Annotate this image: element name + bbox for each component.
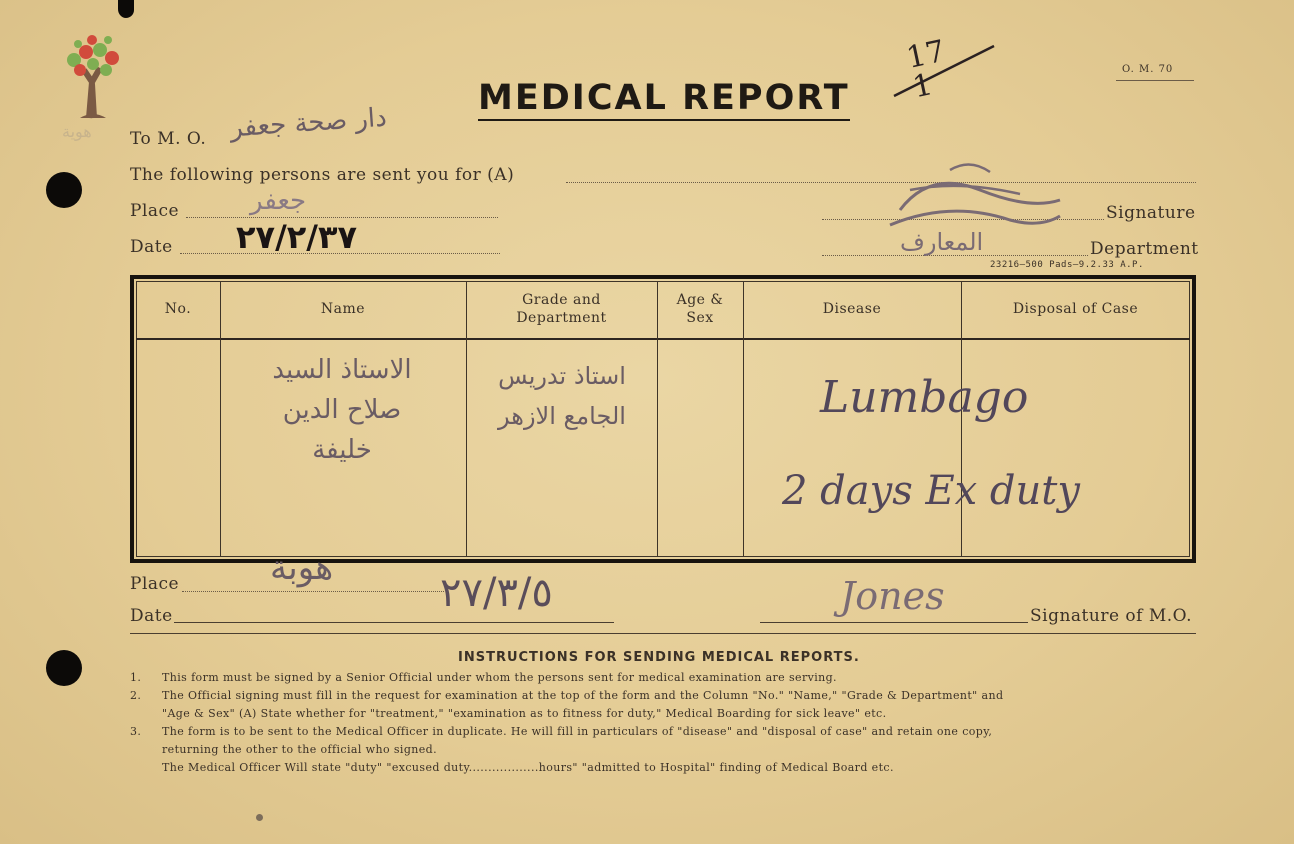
mo-signature-value: Jones xyxy=(840,574,945,618)
cell-disease: Lumbago xyxy=(820,372,1029,423)
margin-number-strike xyxy=(890,40,1000,100)
instruction-line: "Age & Sex" (A) State whether for "treatment," "examination as to fitness for duty," Medical Boarding for sick leave" etc. xyxy=(162,707,887,720)
mo-signature-label: Signature of M.O. xyxy=(1030,606,1193,626)
cell-name: الاستاذ السيد صلاح الدين خليفة xyxy=(272,355,412,465)
to-mo-label: To M. O. xyxy=(130,129,207,149)
col-divider-4 xyxy=(743,281,744,557)
instruction-line: The Official signing must fill in the request for examination at the top of the form and the Column "No." "Name," "Grade & Department" and xyxy=(162,689,1004,702)
watermark-text: هوية xyxy=(62,122,92,141)
col-header-age-sex: Age & Sex xyxy=(676,292,724,326)
signature-label: Signature xyxy=(1106,203,1196,223)
place-value: جعفر xyxy=(250,186,307,216)
col-header-grade: Grade and Department xyxy=(516,292,607,326)
instruction-item-2 xyxy=(130,687,1004,723)
title-underline xyxy=(478,119,850,121)
instruction-item-1 xyxy=(130,669,837,687)
department-value: المعارف xyxy=(900,228,984,256)
margin-number: 17 1 xyxy=(903,33,949,106)
footer-date-value: ٢٧/٣/٥ xyxy=(440,570,553,616)
instruction-number: 2. xyxy=(130,689,142,702)
col-header-no: No. xyxy=(164,301,192,317)
sent-for-label: The following persons are sent you for (A) xyxy=(130,165,515,185)
col-header-disease: Disease xyxy=(822,301,882,317)
col-divider-1 xyxy=(220,281,221,557)
instruction-line: The form is to be sent to the Medical Officer in duplicate. He will fill in particulars of "disease" and "disposal of case" and retain one copy, xyxy=(162,725,993,738)
instruction-number: 1. xyxy=(130,671,142,684)
form-code-underline xyxy=(1116,80,1194,81)
department-label: Department xyxy=(1090,239,1199,259)
footer-rule xyxy=(130,633,1196,634)
punch-hole-bottom xyxy=(46,650,82,686)
col-header-name: Name xyxy=(320,301,366,317)
date-value: ٢٧/٢/٣٧ xyxy=(236,218,358,256)
col-header-disposal: Disposal of Case xyxy=(1012,301,1139,317)
punch-hole-top xyxy=(46,172,82,208)
paper-speck xyxy=(256,814,263,821)
tree-logo-icon xyxy=(56,22,130,122)
instruction-number: 3. xyxy=(130,725,142,738)
to-mo-value: دار صحة جعفر xyxy=(229,102,388,144)
footer-place-value: هوبة xyxy=(270,548,334,588)
table-header-divider xyxy=(136,338,1190,340)
mo-signature-line xyxy=(760,622,1028,623)
cell-disposal: 2 days Ex duty xyxy=(782,468,1080,514)
instruction-line: returning the other to the official who signed. xyxy=(162,743,438,756)
instructions-title: INSTRUCTIONS FOR SENDING MEDICAL REPORTS. xyxy=(458,650,860,665)
place-label: Place xyxy=(130,201,180,221)
footer-place-label: Place xyxy=(130,574,180,594)
instruction-line: The Medical Officer Will state "duty" "excused duty..................hours" "admitted to Hospital" finding of Medical Board etc. xyxy=(162,761,894,774)
footer-date-line xyxy=(174,622,614,623)
instruction-line: This form must be signed by a Senior Official under whom the persons sent for medical examination are serving. xyxy=(162,671,837,684)
instruction-item-3 xyxy=(130,723,993,777)
footer-date-label: Date xyxy=(130,606,173,626)
page-title: MEDICAL REPORT xyxy=(478,78,850,118)
form-code: O. M. 70 xyxy=(1122,64,1174,75)
footer-place-line xyxy=(182,591,444,592)
ink-mark xyxy=(118,0,134,18)
cell-grade-department: استاذ تدريس الجامع الازهر xyxy=(498,362,626,430)
date-label: Date xyxy=(130,237,173,257)
print-code: 23216—500 Pads—9.2.33 A.P. xyxy=(990,260,1144,270)
